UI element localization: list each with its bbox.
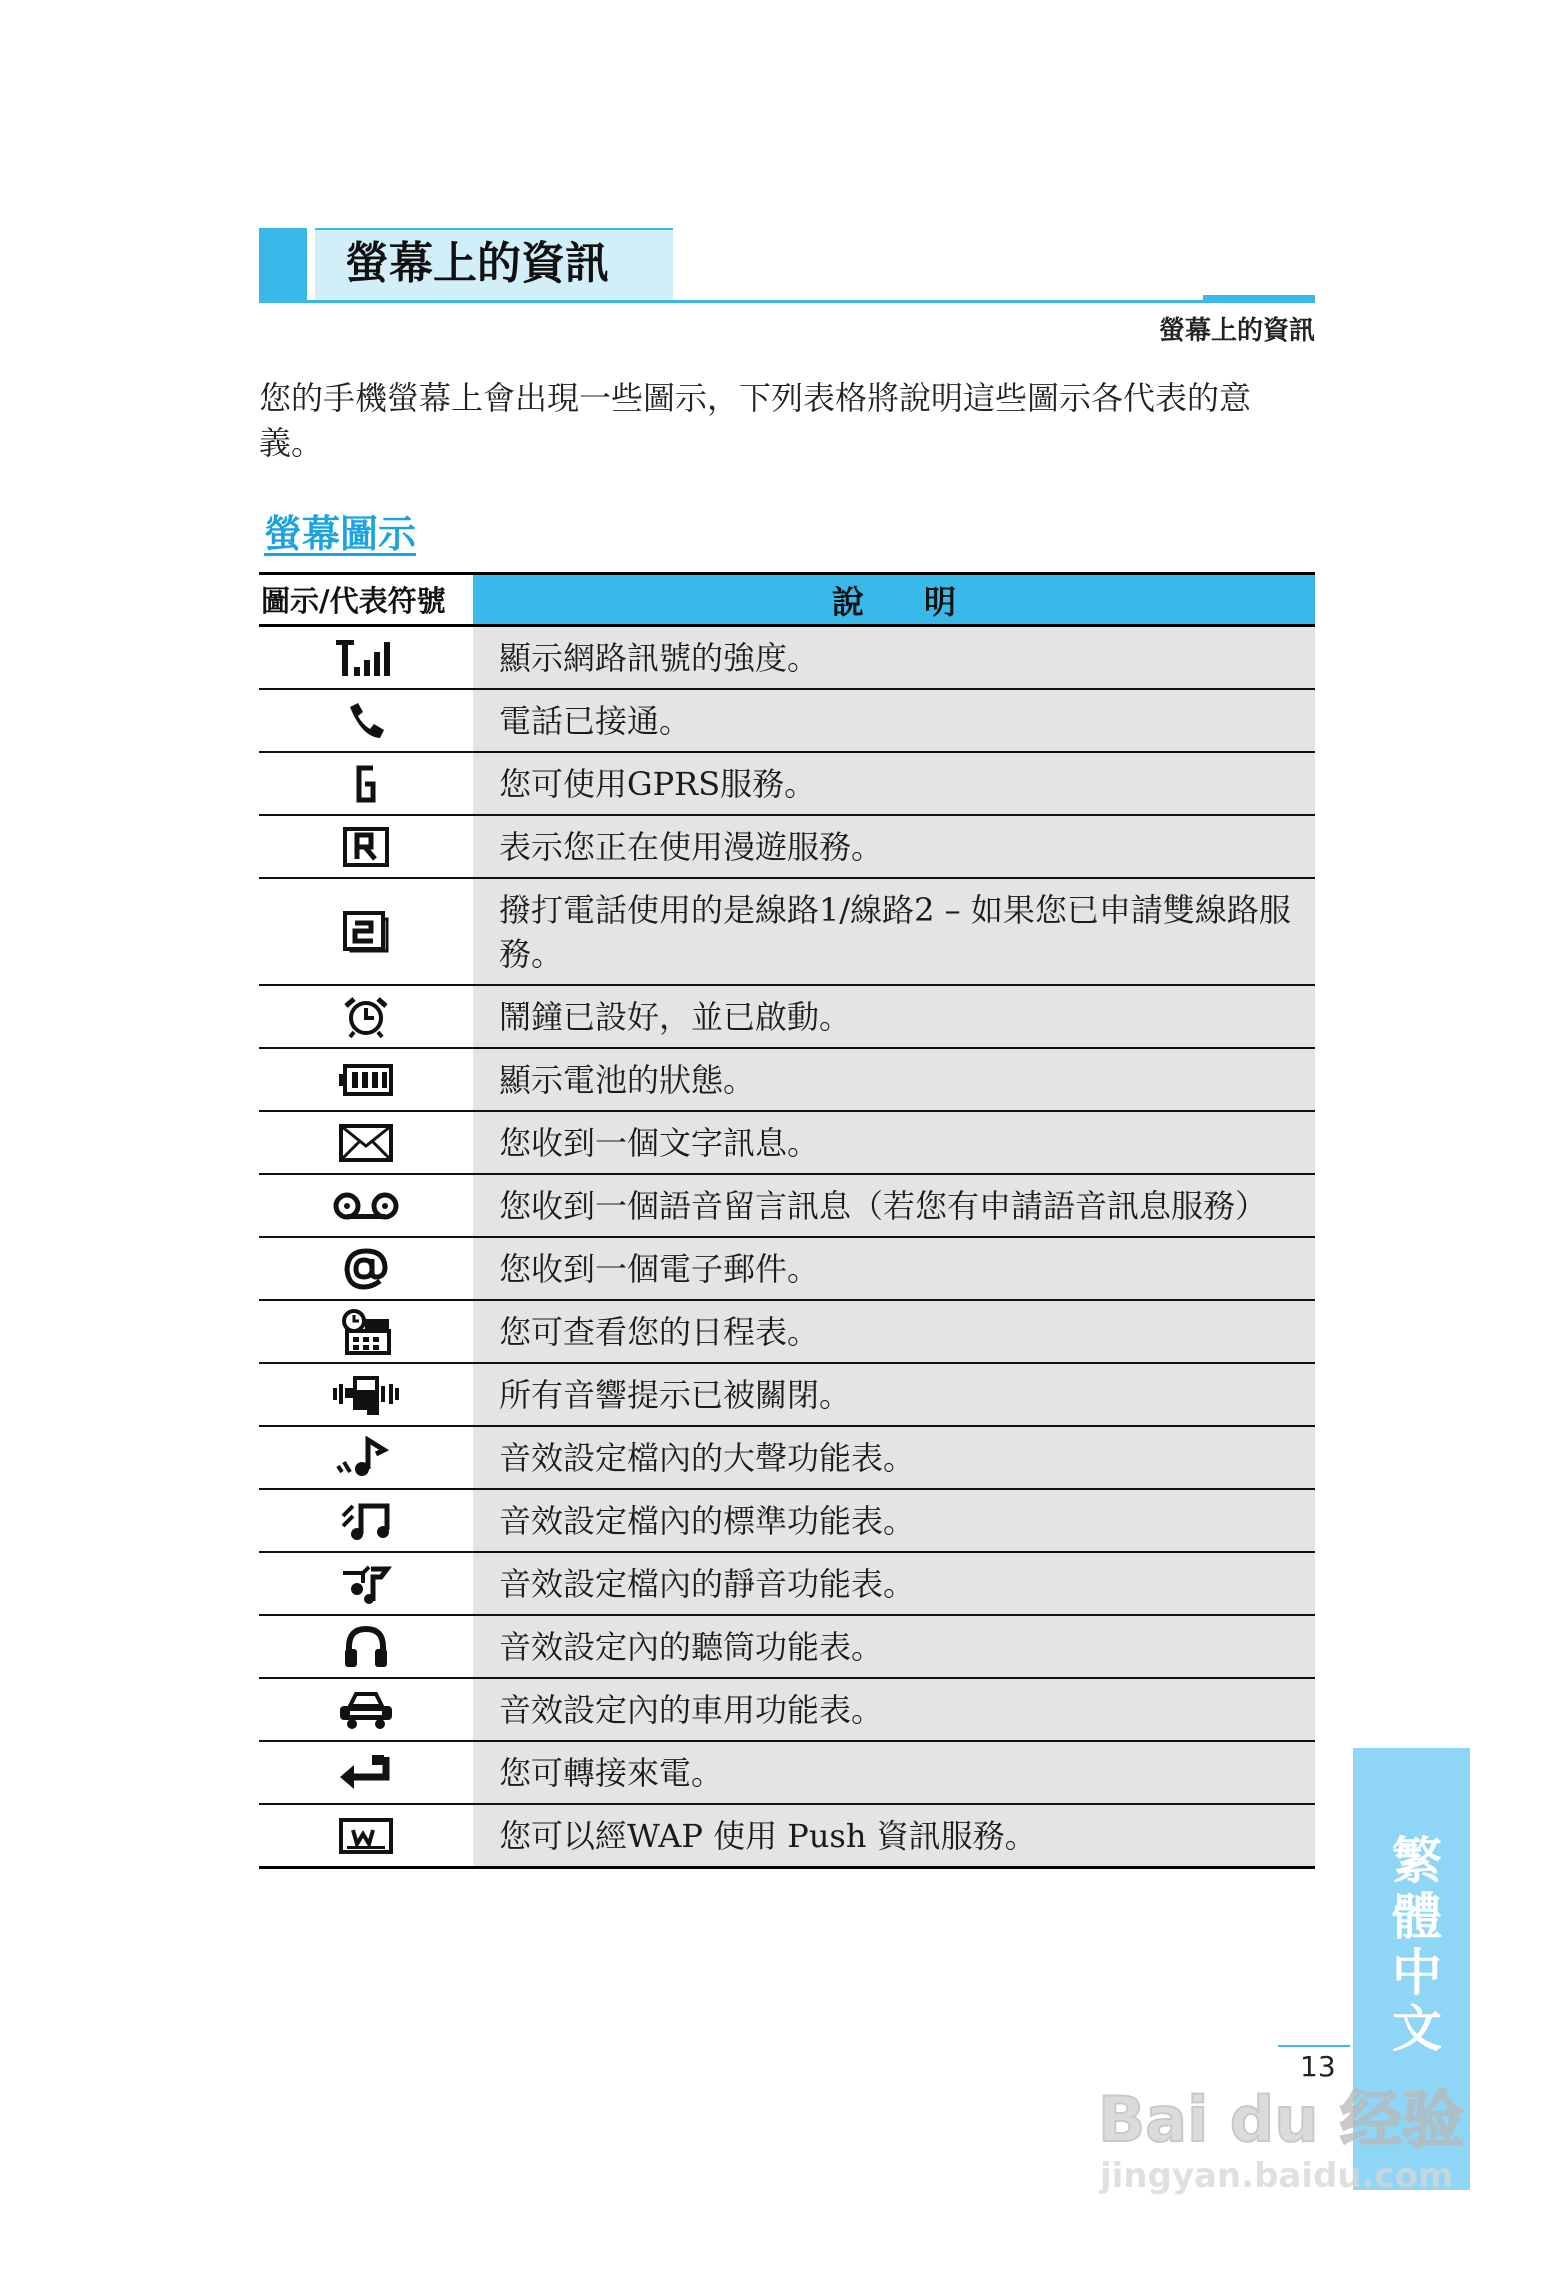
silent-profile-icon [339,1563,393,1605]
table-row [259,626,1315,690]
row-description: 顯示網路訊號的強度。 [473,626,1315,690]
call-connected-icon [346,701,386,741]
voicemail-icon [331,1190,401,1222]
table-row [259,1111,1315,1174]
table-row [259,1300,1315,1363]
language-side-tab-label: 繁體中文 [1384,1834,1442,2058]
table-row [259,1741,1315,1804]
table-row [259,1615,1315,1678]
table-row [259,1552,1315,1615]
row-description: 撥打電話使用的是線路1/線路2 – 如果您已申請雙線路服務。 [473,878,1315,985]
table-row [259,1678,1315,1741]
row-description: 鬧鐘已設好，並已啟動。 [473,985,1315,1048]
table-row [259,1048,1315,1111]
row-description: 所有音響提示已被關閉。 [473,1363,1315,1426]
table-row [259,878,1315,985]
table-row [259,815,1315,878]
header-rule-tab [1203,295,1315,303]
table-row [259,689,1315,752]
table-row [259,1804,1315,1868]
line-2-icon [343,911,389,953]
table-header-row [259,574,1315,626]
row-description: 音效設定內的車用功能表。 [473,1678,1315,1741]
page-number-rule [1278,2045,1350,2047]
intro-paragraph: 您的手機螢幕上會出現一些圖示，下列表格將說明這些圖示各代表的意義。 [259,379,1252,462]
column-header-icon: 圖示/代表符號 [259,574,473,626]
watermark-logo-text: Bai du 经验 [1098,2083,1465,2156]
table-row [259,1174,1315,1237]
table-row [259,1489,1315,1552]
baidu-watermark [1098,2070,1468,2220]
gprs-icon [353,764,379,804]
battery-icon [339,1064,393,1096]
row-description: 顯示電池的狀態。 [473,1048,1315,1111]
table-row [259,1426,1315,1489]
headset-icon [341,1625,391,1669]
row-description: 您收到一個文字訊息。 [473,1111,1315,1174]
section-title-box [259,228,673,300]
standard-profile-icon [339,1500,393,1542]
column-header-description: 說明 [473,574,1315,626]
row-description: 您可以經WAP 使用 Push 資訊服務。 [473,1804,1315,1868]
signal-strength-icon [336,640,396,676]
loud-profile-icon [336,1436,396,1480]
table-row [259,1363,1315,1426]
roaming-icon [343,827,389,867]
row-description: 音效設定檔內的標準功能表。 [473,1489,1315,1552]
row-description: 電話已接通。 [473,689,1315,752]
alarm-clock-icon [342,996,390,1038]
car-icon [336,1690,396,1730]
section-subtitle: 螢幕圖示 [264,512,417,556]
watermark-url: jingyan.baidu.com [1100,2156,1454,2196]
row-description: 您可查看您的日程表。 [473,1300,1315,1363]
email-at-icon [342,1247,390,1291]
call-divert-icon [338,1753,394,1793]
wap-push-icon [339,1818,393,1854]
row-description: 您可轉接來電。 [473,1741,1315,1804]
row-description: 您收到一個電子郵件。 [473,1237,1315,1300]
row-description: 您可使用GPRS服務。 [473,752,1315,815]
running-head: 螢幕上的資訊 [1158,316,1315,346]
page-title: 螢幕上的資訊 [345,238,609,289]
table-row [259,985,1315,1048]
row-description: 音效設定檔內的靜音功能表。 [473,1552,1315,1615]
header-rule [259,300,1315,303]
schedule-icon [341,1309,391,1355]
page-number: 13 [1300,2050,1336,2083]
row-description: 音效設定檔內的大聲功能表。 [473,1426,1315,1489]
table-row [259,752,1315,815]
title-accent-bar [259,228,307,300]
row-description: 您收到一個語音留言訊息（若您有申請語音訊息服務） [473,1174,1315,1237]
row-description: 音效設定內的聽筒功能表。 [473,1615,1315,1678]
vibrate-icon [331,1374,401,1416]
row-description: 表示您正在使用漫遊服務。 [473,815,1315,878]
table-row [259,1237,1315,1300]
icon-table [259,572,1315,1869]
envelope-icon [339,1124,393,1162]
